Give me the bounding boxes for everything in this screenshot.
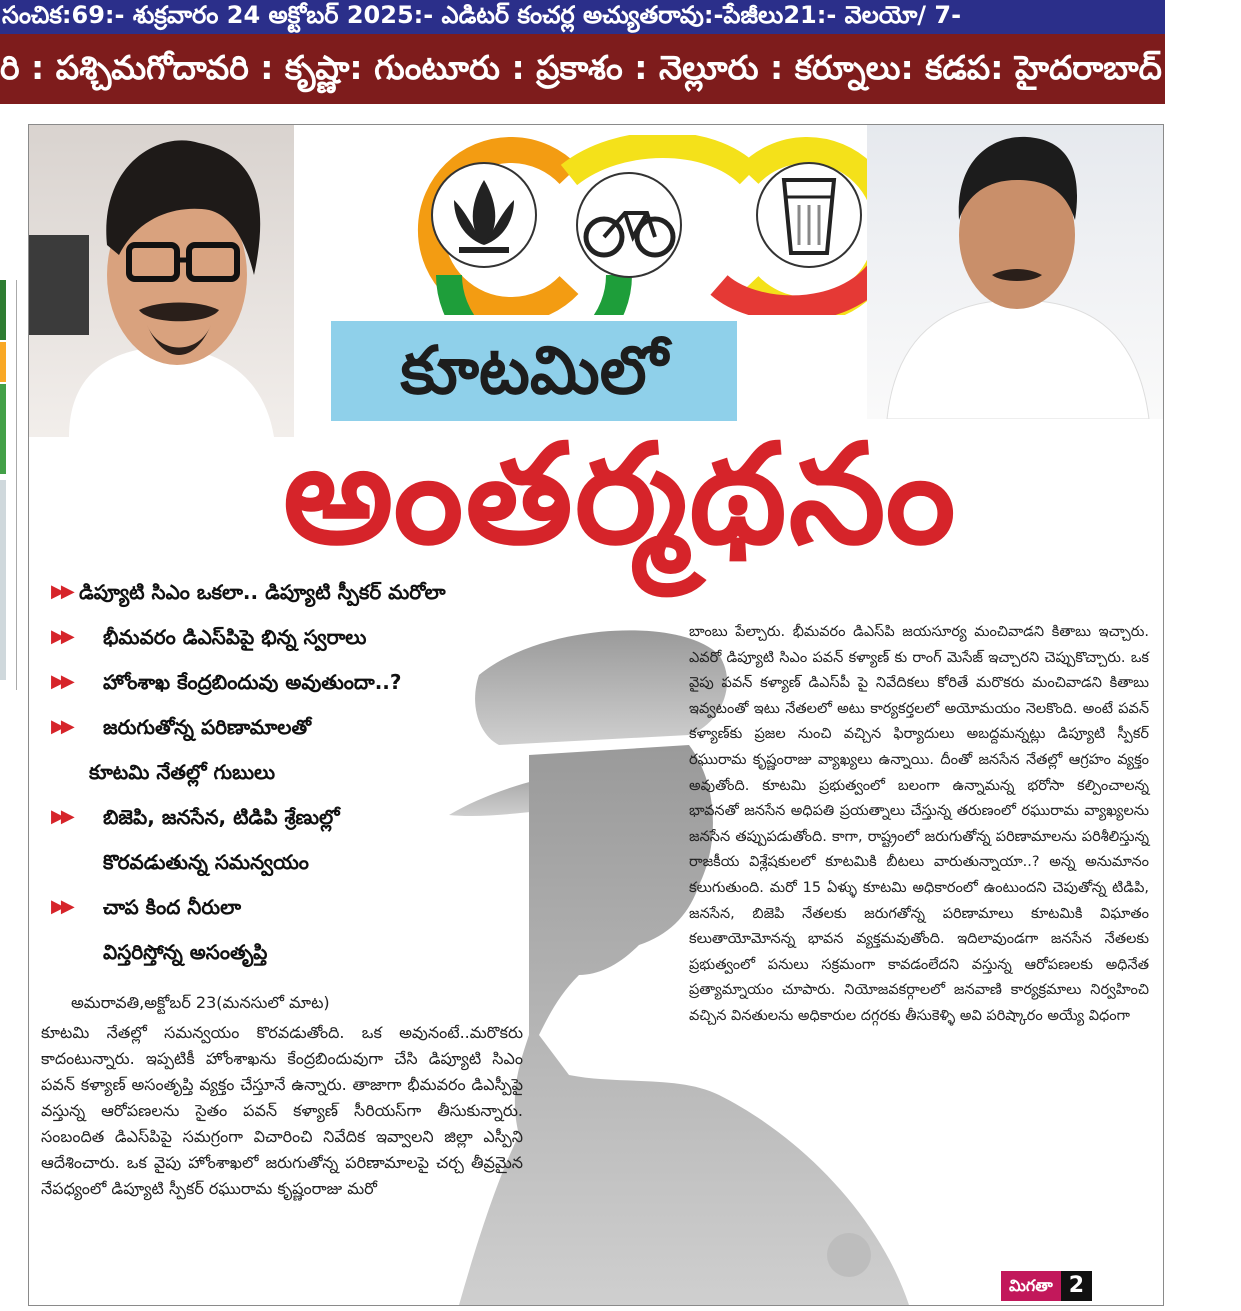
double-arrow-icon: ▶▶ [51,806,71,827]
highlight-item: ▶▶ భీమవరం డిఎస్‌పిపై భిన్న స్వరాలు [51,622,491,652]
masthead-region-bar [0,34,1165,104]
continued-label: మిగతా [1001,1271,1061,1301]
double-arrow-icon: ▶▶ [51,671,71,692]
article-body-right-column: బాంబు పేల్చారు. భీమవరం డిఎస్‌పి జయసూర్య మంచివాడని కితాబు ఇచ్చారు. ఎవరో డిప్యూటి సిఎం పవన్ కళ్యాణ్ కు రాంగ్ మెసేజ్ ఇచ్చారని చెప్పుకొచ్చారు. ఒక వైపు పవన్ కళ్యాణ్ డిఎస్‌పీ పై నివేదికలు కోరితే మరొకరు మంచివాడని కితాబు ఇవ్వటంతో ఇటు నేతలలో అటు కార్యకర్తలలో అయోమయం నెలకొంది. అంటే పవన్ కళ్యాణ్‌కు ప్రజల నుంచి వచ్చిన ఫిర్యాదులు అబద్దమన్నట్లు డిప్యూటి స్పీకర్ రఘురామ కృష్ణంరాజు వ్యాఖ్యలు ఉన్నాయి. దీంతో జనసేన నేతల్లో ఆగ్రహం వ్యక్తం అవుతోంది. కూటమి ప్రభుత్వంలో బలంగా ఉన్నామన్న భరోసా కల్పించాలన్న భావనతో జనసేన అధిపతి ప్రయత్నాలు చేస్తున్న తరుణంలో రఘురామ వ్యాఖ్యలను జనసేన తప్పుపడుతోంది. కాగా, రాష్ట్రంలో జరుగుతోన్న పరిణామాలను పరిశీలిస్తున్న రాజకీయ విశ్లేషకులలో కూటమికి బీటలు వారుతున్నాయా..? అన్న అనుమానం కలుగుతుంది. మరో 15 ఏళ్ళు కూటమి అధికారంలో ఉంటుందని చెపుతోన్న టిడిపి, జనసేన, బిజెపి నేతలకు జరుగతోన్న పరిణామాలు కూటమికి విఘాతం కలుతాయోమోనన్న భావన వ్యక్తమవుతోంది. ఇదిలావుండగా జనసేన నేతలకు ప్రభుత్వంలో పనులు సక్రమంగా కావడంలేదని వస్తున్న ఆరోపణలకు అధినేత ప్రత్యామ్నాయం చూపారు. నియోజవకర్గాలలో జనవాణి కార్యక్రమాలు నిర్వహించి వచ్చిన వినతులను అధికారుల దగ్గరకు తీసుకెళ్ళి అవి పరిష్కారం అయ్యే విధంగా [689,624,1149,1024]
masthead-issue-line: సంచిక:69:- శుక్రవారం 24 అక్టోబర్ 2025:- ఎడిటర్ కంచర్ల అచ్యుతరావు:-పేజీలు21:- వెలయో/ 7- [2,1,962,29]
adjacent-page-edge [0,280,17,690]
photo-right-person [867,125,1163,419]
glass-tumbler-icon [757,163,861,267]
masthead-top-bar [0,0,1165,34]
continued-on-page-marker [1001,1271,1111,1301]
highlight-item: ▶▶ జరుగుతోన్న పరిణామాలతో కూటమి నేతల్లో గుబులు [51,712,491,787]
double-arrow-icon: ▶▶ [51,626,71,647]
photo-left-person [29,125,294,437]
double-arrow-icon: ▶▶ [51,716,71,737]
lotus-icon [432,163,536,267]
alliance-logo [389,135,949,315]
double-arrow-icon: ▶▶ [51,896,71,917]
masthead-regions: రి : పశ్చిమగోదావరి : కృష్ణా: గుంటూరు : ప్రకాశం : నెల్లూరు : కర్నూలు: కడప: హైదరాబాద్ [0,48,1162,87]
continued-page-number: 2 [1061,1271,1092,1301]
highlight-item: ▶▶ చాప కింద నీరులా విస్తరిస్తోన్న అసంతృప్తి [51,892,491,967]
highlights-list [51,577,491,982]
dateline: అమరావతి,అక్టోబర్ 23(మనసులో మాట) [71,993,330,1012]
headline-kicker: కూటమిలో [331,321,737,421]
bicycle-icon [577,173,681,277]
main-headline: అంతర్మథనం [283,414,958,575]
article-body-left-column: కూటమి నేతల్లో సమన్వయం కొరవడుతోంది. ఒక అవునంటే..మరొకరు కాదంటున్నారు. ఇప్పటికీ హోంశాఖను కేంద్రబిందువుగా చేసి డిప్యూటి సిఎం పవన్ కళ్యాణ్ అసంతృప్తి వ్యక్తం చేస్తూనే ఉన్నారు. తాజాగా భీమవరం డిఎస్పీపై వస్తున్న ఆరోపణలను సైతం పవన్ కళ్యాణ్ సీరియస్‌గా తీసుకున్నారు. సంబందిత డిఎస్‌పిపై సమగ్రంగా విచారించి నివేదిక ఇవ్వాలని జిల్లా ఎస్పీని ఆదేశించారు. ఒక వైపు హోంశాఖలో జరుగుతోన్న పరిణామాలపై చర్చ తీవ్రమైన నేపధ్యంలో డిప్యూటి స్పీకర్ రఘురామ కృష్ణంరాజు మరో [41,1023,523,1198]
highlight-item: ▶▶ బిజెపి, జనసేన, టిడిపి శ్రేణుల్లో కొరవడుతున్న సమన్వయం [51,802,491,877]
highlight-item: ▶▶ డిప్యూటి సిఎం ఒకలా.. డిప్యూటి స్పీకర్ మరోలా [51,577,491,607]
highlight-item: ▶▶ హోంశాఖ కేంద్రబిందువు అవుతుందా..? [51,667,491,697]
article-frame [28,124,1164,1306]
double-arrow-icon: ▶▶ [51,581,71,602]
